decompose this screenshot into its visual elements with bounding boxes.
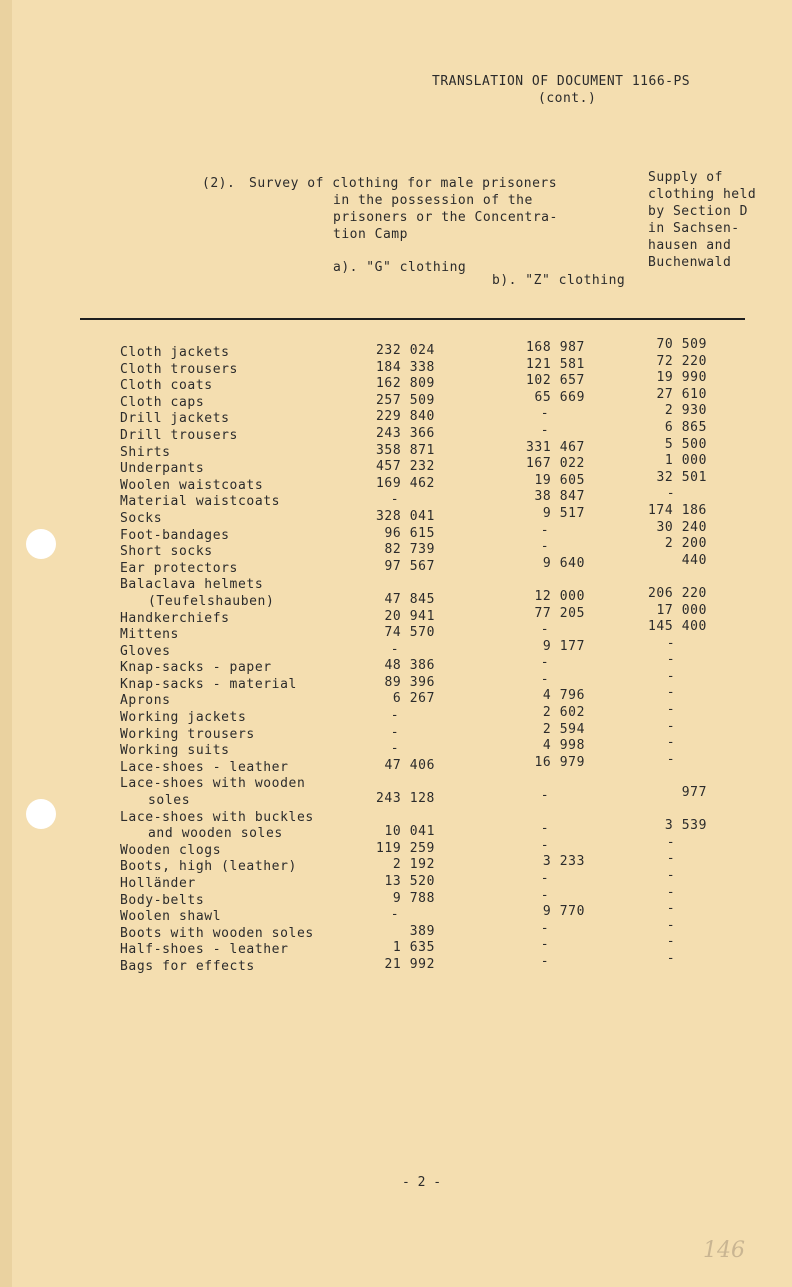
z-clothing-value: 2 594 [542, 721, 585, 737]
supply-value: - [666, 901, 676, 917]
item-name: Boots, high (leather) [120, 859, 297, 875]
survey-title-line-3: prisoners or the Concentra- [333, 210, 558, 225]
supply-value: 440 [681, 552, 707, 568]
g-clothing-value: 20 941 [384, 608, 435, 624]
g-clothing-value: - [390, 641, 400, 657]
supply-column [635, 337, 707, 968]
z-clothing-value: - [540, 655, 550, 671]
column-header-supply-line-6: Buchenwald [648, 255, 732, 270]
supply-value [635, 569, 707, 586]
supply-value: 206 220 [648, 585, 707, 601]
supply-value: - [666, 685, 676, 701]
supply-value: - [666, 702, 676, 718]
g-clothing-value: 74 570 [384, 625, 435, 641]
survey-title-line-1: Survey of clothing for male prisoners [249, 176, 558, 191]
item-name: Cloth caps [120, 394, 205, 410]
supply-value: 17 000 [656, 602, 707, 618]
z-clothing-value: - [540, 788, 550, 804]
z-clothing-value: - [540, 837, 550, 853]
column-header-supply-line-5: hausen and [648, 238, 732, 253]
z-clothing-value: - [540, 937, 550, 953]
supply-value: 30 240 [656, 519, 707, 535]
g-clothing-value: 162 809 [376, 376, 435, 392]
g-clothing-value [355, 575, 435, 592]
z-clothing-value: 9 770 [542, 904, 585, 920]
item-name: Knap-sacks - paper [120, 660, 272, 676]
item-name: Holländer [120, 876, 196, 891]
item-name: Underpants [120, 461, 205, 477]
item-name: Ear protectors [120, 560, 238, 576]
survey-number: (2). [202, 176, 236, 191]
item-name: Cloth coats [120, 378, 213, 394]
z-clothing-value: 121 581 [526, 356, 585, 372]
column-header-supply-line-2: clothing held [648, 187, 757, 202]
g-clothing-value [355, 774, 435, 791]
g-clothing-value: 389 [409, 923, 435, 939]
z-clothing-value: 19 605 [534, 472, 585, 488]
g-clothing-value: 1 635 [392, 940, 435, 956]
supply-value: - [666, 851, 676, 867]
survey-title-line-4: tion Camp [333, 227, 408, 242]
column-header-g-clothing: a). "G" clothing [333, 260, 467, 275]
item-name-cont: and wooden soles [148, 826, 283, 842]
z-clothing-value: 9 517 [542, 505, 585, 521]
g-clothing-value: 169 462 [376, 475, 435, 491]
g-clothing-value: 184 338 [376, 359, 435, 375]
z-clothing-value: 2 602 [542, 705, 585, 721]
z-clothing-value: 65 669 [534, 389, 585, 405]
g-clothing-value: - [390, 708, 400, 724]
g-clothing-value: 6 267 [392, 691, 435, 707]
z-clothing-value: - [540, 539, 550, 555]
z-clothing-value: - [540, 422, 550, 438]
g-clothing-value: 82 739 [384, 542, 435, 558]
z-clothing-value: - [540, 622, 550, 638]
supply-value: 5 500 [664, 436, 707, 452]
column-header-z-clothing: b). "Z" clothing [492, 273, 626, 288]
item-name: Mittens [120, 627, 179, 643]
item-name: Aprons [120, 693, 171, 709]
item-name: Wooden clogs [120, 842, 222, 858]
supply-value: 70 509 [656, 337, 707, 352]
column-header-supply-line-1: Supply of [648, 170, 723, 185]
z-clothing-value: 168 987 [526, 340, 585, 355]
item-name: Drill jackets [120, 411, 230, 427]
z-clothing-value: - [540, 920, 550, 936]
z-clothing-value: - [540, 671, 550, 687]
z-clothing-value: - [540, 406, 550, 422]
supply-value: 977 [681, 785, 707, 801]
item-name: Bags for effects [120, 958, 255, 974]
g-clothing-value: 232 024 [376, 343, 435, 358]
item-name: Cloth trousers [120, 361, 238, 377]
z-clothing-value: 3 233 [542, 854, 585, 870]
g-clothing-value: 9 788 [392, 890, 435, 906]
supply-value: - [666, 917, 676, 933]
page-edge [0, 0, 12, 1287]
g-clothing-value: 328 041 [376, 508, 435, 524]
supply-value: 145 400 [648, 619, 707, 635]
item-name-cont: soles [148, 793, 191, 809]
item-name: Working suits [120, 743, 230, 759]
supply-value: 174 186 [648, 502, 707, 518]
document-title: TRANSLATION OF DOCUMENT 1166-PS [432, 74, 691, 89]
supply-value: - [666, 934, 676, 950]
g-clothing-value: 457 232 [376, 459, 435, 475]
item-name: Balaclava helmets [120, 577, 264, 593]
item-name: Working trousers [120, 726, 255, 742]
page-number: - 2 - [402, 1175, 442, 1190]
g-clothing-value: 229 840 [376, 409, 435, 425]
g-clothing-value: 47 845 [384, 591, 435, 607]
supply-value: - [666, 718, 676, 734]
z-clothing-value [505, 771, 585, 788]
supply-value: 72 220 [656, 353, 707, 369]
g-clothing-value: 358 871 [376, 442, 435, 458]
item-name: Cloth jackets [120, 345, 230, 360]
supply-value: - [666, 668, 676, 684]
g-clothing-value: - [390, 741, 400, 757]
z-clothing-value: 16 979 [534, 754, 585, 770]
g-clothing-value [355, 808, 435, 825]
g-clothing-value: 2 192 [392, 857, 435, 873]
z-clothing-value: - [540, 953, 550, 969]
supply-value [635, 768, 707, 785]
z-clothing-value: 4 796 [542, 688, 585, 704]
g-clothing-value: 21 992 [384, 956, 435, 972]
g-clothing-value: 243 366 [376, 425, 435, 441]
item-name: Foot-bandages [120, 527, 230, 543]
item-name: Body-belts [120, 892, 205, 908]
supply-value: 3 539 [664, 818, 707, 834]
item-name: Material waistcoats [120, 494, 281, 510]
document-title-cont: (cont.) [538, 91, 597, 106]
g-clothing-value: 119 259 [376, 840, 435, 856]
item-name-cont: (Teufelshauben) [148, 593, 275, 609]
z-clothing-value: 38 847 [534, 489, 585, 505]
z-clothing-value: 9 640 [542, 555, 585, 571]
z-clothing-value: 9 177 [542, 638, 585, 654]
z-clothing-value: - [540, 887, 550, 903]
item-name: Gloves [120, 643, 171, 659]
item-name: Woolen waistcoats [120, 477, 264, 493]
supply-value: 1 000 [664, 453, 707, 469]
supply-value: - [666, 751, 676, 767]
g-clothing-value: - [390, 724, 400, 740]
g-clothing-column [355, 343, 435, 974]
item-name: Lace-shoes with buckles [120, 809, 314, 825]
supply-value: 32 501 [656, 469, 707, 485]
supply-value: 27 610 [656, 386, 707, 402]
supply-value: 6 865 [664, 419, 707, 435]
supply-value: 19 990 [656, 370, 707, 386]
item-name: Shirts [120, 444, 171, 460]
supply-value: - [666, 635, 676, 651]
handwritten-page-number: 146 [703, 1238, 745, 1263]
z-clothing-value: - [540, 871, 550, 886]
survey-title-line-2: in the possession of the [333, 193, 533, 208]
g-clothing-value: - [390, 907, 400, 923]
item-column [120, 345, 350, 976]
item-name: Short socks [120, 544, 213, 560]
item-name: Boots with wooden soles [120, 925, 314, 941]
z-clothing-value: - [540, 821, 550, 837]
column-header-supply-line-3: by Section D [648, 204, 748, 219]
supply-value: - [666, 950, 676, 966]
item-name: Lace-shoes with wooden [120, 776, 306, 792]
z-clothing-value: 331 467 [526, 439, 585, 455]
g-clothing-value: 13 520 [384, 874, 435, 889]
supply-value: - [666, 486, 676, 502]
punch-hole-upper [26, 529, 56, 559]
g-clothing-value: 96 615 [384, 525, 435, 541]
z-clothing-value: 4 998 [542, 738, 585, 754]
g-clothing-value: 10 041 [384, 824, 435, 840]
g-clothing-value: 257 509 [376, 392, 435, 408]
g-clothing-value: 48 386 [384, 658, 435, 674]
g-clothing-value: 97 567 [384, 558, 435, 574]
item-name: Drill trousers [120, 427, 238, 443]
item-name: Knap-sacks - material [120, 676, 297, 692]
supply-value [635, 802, 707, 819]
item-name: Lace-shoes - leather [120, 759, 289, 775]
z-clothing-value: 167 022 [526, 456, 585, 472]
supply-value: - [666, 735, 676, 751]
item-name: Woolen shawl [120, 909, 222, 925]
supply-value: - [666, 652, 676, 668]
supply-value: - [666, 868, 676, 883]
g-clothing-value: 89 396 [384, 674, 435, 690]
z-clothing-value: - [540, 522, 550, 538]
z-clothing-value: 12 000 [534, 588, 585, 604]
z-clothing-value: 77 205 [534, 605, 585, 621]
g-clothing-value: 243 128 [376, 791, 435, 807]
z-clothing-value [505, 805, 585, 822]
item-name: Handkerchiefs [120, 610, 230, 626]
supply-value: 2 930 [664, 403, 707, 419]
supply-value: - [666, 834, 676, 850]
g-clothing-value: - [390, 492, 400, 508]
z-clothing-column [505, 340, 585, 971]
z-clothing-value [505, 572, 585, 589]
punch-hole-lower [26, 799, 56, 829]
supply-value: 2 200 [664, 536, 707, 552]
item-name: Half-shoes - leather [120, 942, 289, 958]
supply-value: - [666, 884, 676, 900]
item-name: Working jackets [120, 710, 247, 726]
table-divider [80, 318, 745, 320]
item-name: Socks [120, 510, 163, 526]
column-header-supply-line-4: in Sachsen- [648, 221, 740, 236]
z-clothing-value: 102 657 [526, 373, 585, 389]
g-clothing-value: 47 406 [384, 757, 435, 773]
